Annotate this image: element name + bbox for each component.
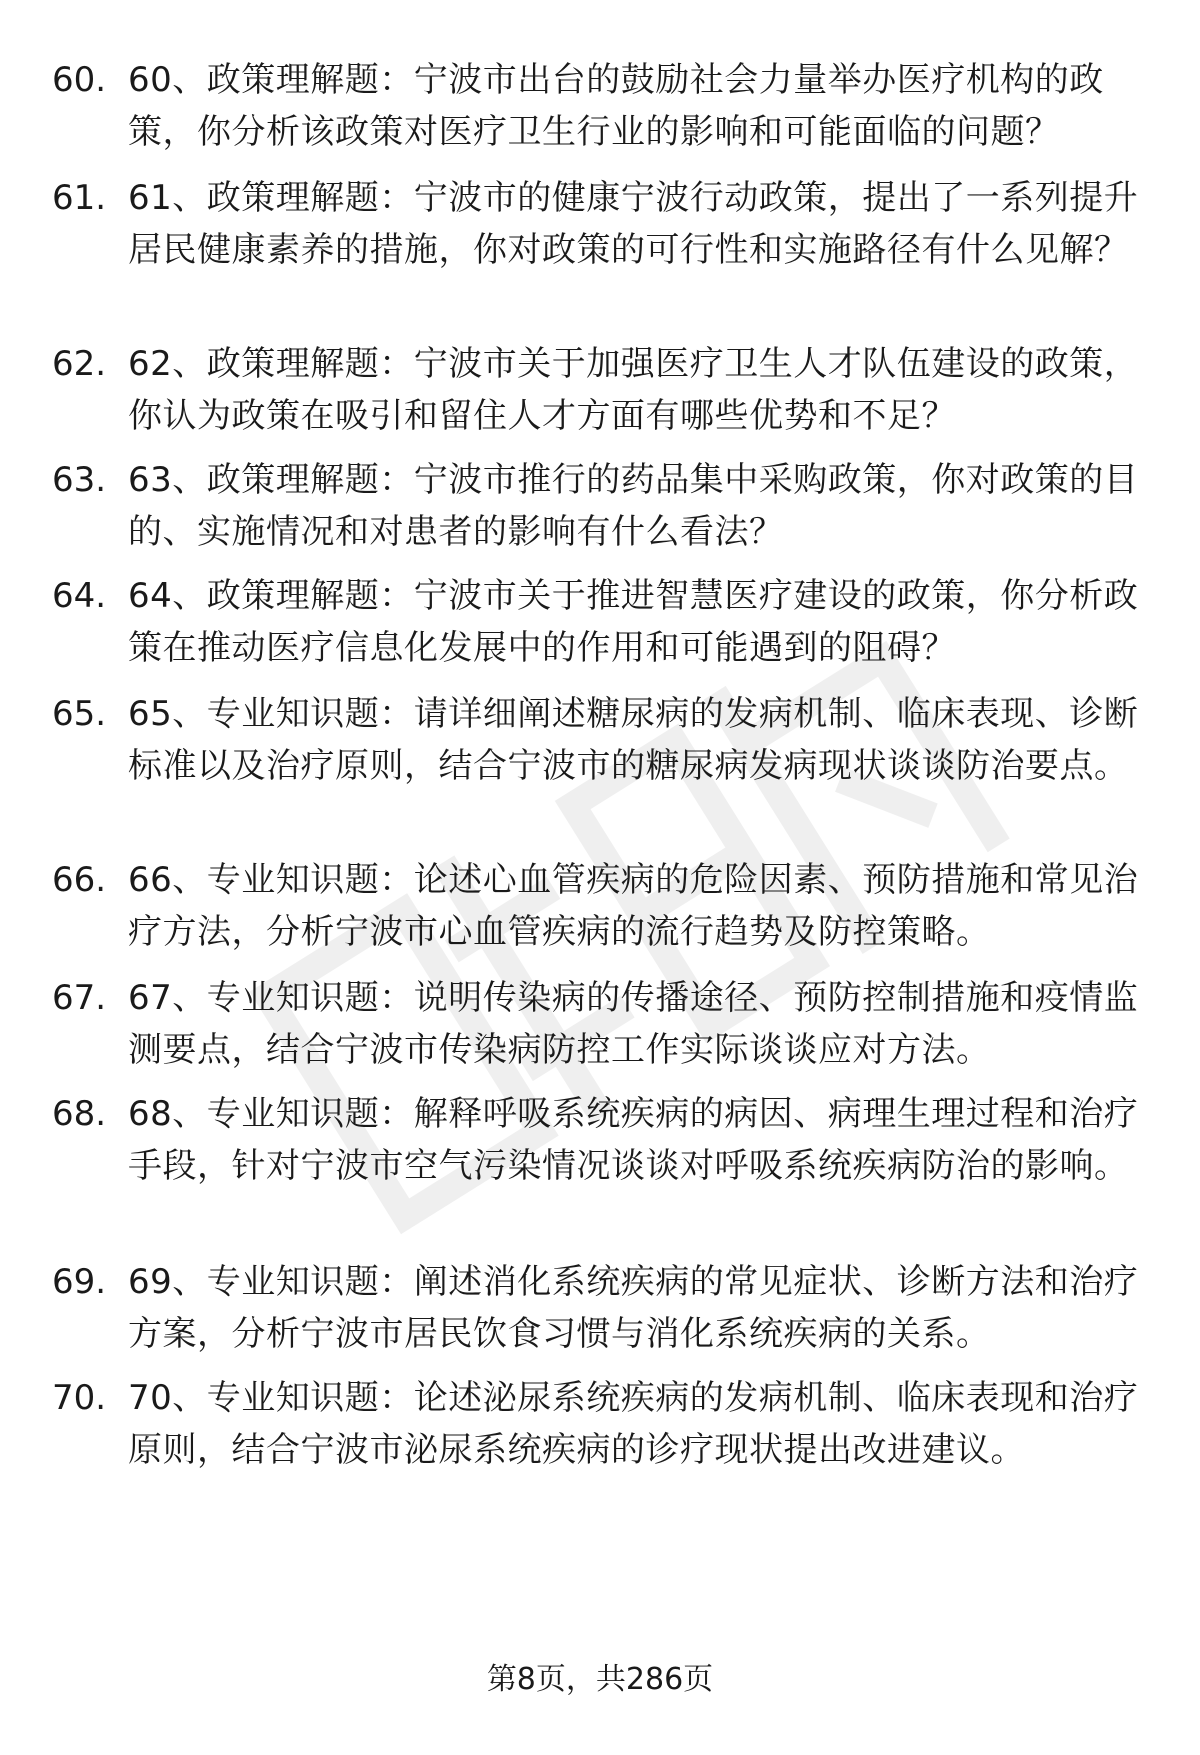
question-number: 64.	[52, 576, 107, 616]
question-number: 70.	[52, 1378, 107, 1418]
question-text: 65、专业知识题：请详细阐述糖尿病的发病机制、临床表现、诊断标准以及治疗原则，结合宁波市的糖尿病发病现状谈谈防治要点。	[128, 694, 1139, 786]
question-number: 69.	[52, 1262, 107, 1302]
question-number: 66.	[52, 860, 107, 900]
question-number: 61.	[52, 178, 107, 218]
question-text: 63、政策理解题：宁波市推行的药品集中采购政策，你对政策的目的、实施情况和对患者的影响有什么看法？	[128, 460, 1139, 552]
question-text: 66、专业知识题：论述心血管疾病的危险因素、预防措施和常见治疗方法，分析宁波市心血管疾病的流行趋势及防控策略。	[128, 860, 1139, 952]
question-text: 70、专业知识题：论述泌尿系统疾病的发病机制、临床表现和治疗原则，结合宁波市泌尿系统疾病的诊疗现状提出改进建议。	[128, 1378, 1139, 1470]
question-number: 67.	[52, 978, 107, 1018]
question-text: 61、政策理解题：宁波市的健康宁波行动政策，提出了一系列提升居民健康素养的措施，你对政策的可行性和实施路径有什么见解？	[128, 178, 1139, 270]
question-text: 67、专业知识题：说明传染病的传播途径、预防控制措施和疫情监测要点，结合宁波市传染病防控工作实际谈谈应对方法。	[128, 978, 1139, 1070]
question-text: 69、专业知识题：阐述消化系统疾病的常见症状、诊断方法和治疗方案，分析宁波市居民饮食习惯与消化系统疾病的关系。	[128, 1262, 1139, 1354]
question-number: 65.	[52, 694, 107, 734]
question-text: 64、政策理解题：宁波市关于推进智慧医疗建设的政策，你分析政策在推动医疗信息化发展中的作用和可能遇到的阻碍？	[128, 576, 1139, 668]
page-number-footer: 第8页，共286页	[486, 1662, 714, 1697]
question-number: 68.	[52, 1094, 107, 1134]
question-text: 60、政策理解题：宁波市出台的鼓励社会力量举办医疗机构的政策，你分析该政策对医疗卫生行业的影响和可能面临的问题？	[128, 60, 1104, 152]
question-number: 60.	[52, 60, 107, 100]
question-number: 63.	[52, 460, 107, 500]
question-number: 62.	[52, 344, 107, 384]
question-text: 68、专业知识题：解释呼吸系统疾病的病因、病理生理过程和治疗手段，针对宁波市空气污染情况谈谈对呼吸系统疾病防治的影响。	[128, 1094, 1139, 1186]
question-text: 62、政策理解题：宁波市关于加强医疗卫生人才队伍建设的政策，你认为政策在吸引和留住人才方面有哪些优势和不足？	[128, 344, 1139, 436]
